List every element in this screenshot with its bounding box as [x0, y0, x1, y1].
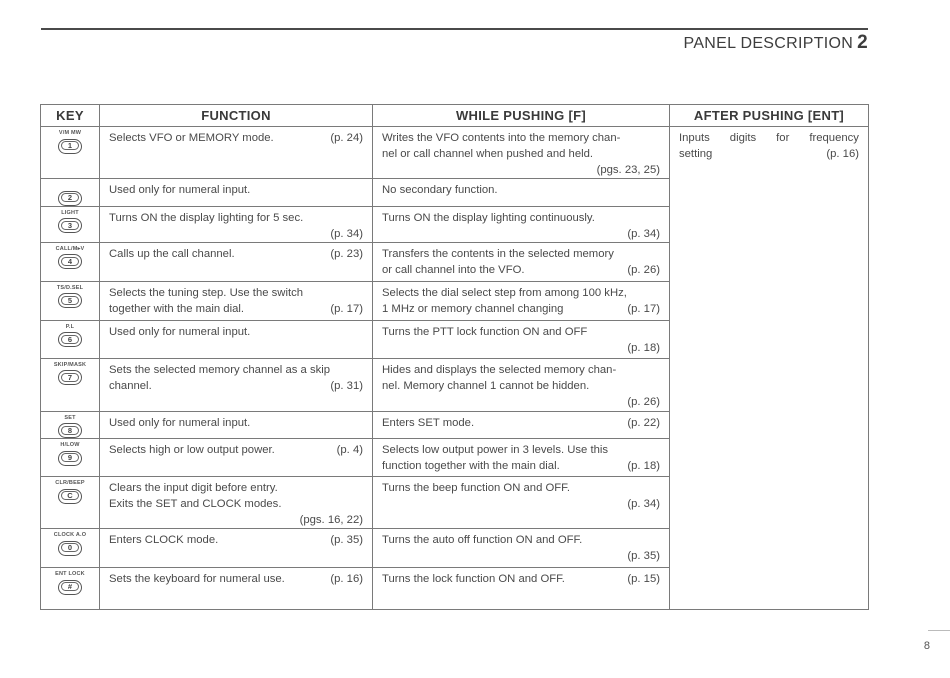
key-glyph: 6	[61, 335, 79, 344]
keypad-key-icon	[58, 254, 82, 269]
key-secondary-label: H/LOW	[60, 442, 80, 448]
while-f-text: Selects low output power in 3 levels. Use this	[382, 444, 609, 456]
while-pushing-f-cell	[373, 206, 670, 242]
key-glyph: #	[61, 582, 79, 591]
key-glyph: 4	[61, 257, 79, 266]
while-f-line	[382, 571, 660, 587]
section-title-text: PANEL DESCRIPTION	[683, 35, 854, 52]
key-cell	[41, 281, 100, 320]
key-glyph: C	[61, 491, 79, 500]
key-secondary-label: P.L	[65, 323, 75, 330]
key-function-table	[40, 104, 869, 610]
keypad-key-icon	[58, 451, 82, 466]
while-f-text: nel. Memory channel 1 cannot be hidden.	[382, 379, 590, 392]
keypad-key-icon	[58, 423, 82, 438]
function-line	[109, 182, 363, 198]
function-text: Selects VFO or MEMORY mode.	[109, 132, 274, 144]
while-f-text: 1 MHz or memory channel changing	[382, 302, 564, 315]
page-ref: (p. 34)	[627, 227, 660, 240]
key-secondary-label: TS/D.SEL	[56, 284, 84, 291]
header-function: FUNCTION	[100, 105, 373, 127]
page-ref: (p. 15)	[627, 573, 660, 585]
function-line: Sets the selected memory channel as a skip	[109, 363, 331, 376]
function-line: channel.	[109, 379, 152, 392]
key-secondary-label: CLR/BEEP	[55, 480, 85, 486]
header-while-pushing-f: WHILE PUSHING [F]	[373, 105, 670, 127]
key-glyph: 9	[61, 453, 79, 462]
while-f-text: Turns the beep function ON and OFF.	[382, 482, 570, 494]
while-f-text: Selects the dial select step from among 100 kHz,	[382, 286, 627, 299]
while-pushing-f-cell	[373, 439, 670, 477]
while-pushing-f-cell	[373, 477, 670, 529]
function-cell	[100, 358, 373, 411]
after-ent-line	[679, 146, 859, 162]
while-pushing-f-cell	[373, 568, 670, 610]
key-cell	[41, 477, 100, 529]
page-ref: (pgs. 16, 22)	[299, 514, 363, 526]
key-cell	[41, 568, 100, 610]
page-number: 8	[923, 640, 930, 652]
function-cell	[100, 439, 373, 477]
function-text: Sets the keyboard for numeral use.	[109, 573, 285, 585]
function-cell	[100, 568, 373, 610]
key-glyph: 5	[61, 296, 79, 305]
function-cell	[100, 206, 373, 242]
after-ent-line	[679, 130, 859, 146]
function-line	[109, 415, 363, 431]
function-line	[109, 532, 363, 548]
while-f-line	[382, 480, 660, 496]
after-ent-text: setting	[679, 148, 713, 160]
while-f-line	[382, 415, 660, 431]
key-secondary-label: SKIP/MASK	[53, 361, 87, 368]
key-cell	[41, 529, 100, 568]
page-ref: (p. 16)	[826, 148, 859, 160]
function-line: Selects the tuning step. Use the switch	[109, 286, 304, 299]
function-text: Used only for numeral input.	[109, 184, 251, 196]
page-ref: (p. 18)	[627, 460, 660, 472]
function-cell	[100, 242, 373, 281]
function-line	[109, 571, 363, 587]
function-text: Selects high or low output power.	[109, 444, 275, 456]
key-cell	[41, 411, 100, 439]
keypad-key-icon	[58, 580, 82, 595]
while-f-line	[382, 146, 660, 162]
header-key: KEY	[41, 105, 100, 127]
function-line: together with the main dial.	[109, 302, 245, 315]
function-text: Turns ON the display lighting for 5 sec.	[109, 211, 304, 224]
key-secondary-label: SET	[64, 414, 76, 421]
while-f-text: Hides and displays the selected memory chan-	[382, 363, 617, 376]
keypad-key-icon	[58, 139, 82, 154]
function-line	[109, 130, 363, 146]
key-secondary-label: V/M MW	[58, 130, 82, 136]
page-ref: (p. 22)	[627, 416, 660, 429]
function-text: Used only for numeral input.	[109, 325, 251, 338]
function-cell	[100, 281, 373, 320]
keypad-key-icon	[58, 332, 82, 347]
section-title	[684, 32, 868, 54]
key-cell	[41, 127, 100, 179]
top-rule	[41, 28, 868, 30]
keypad-key-icon	[58, 293, 82, 308]
function-line	[109, 246, 363, 262]
while-f-text: or call channel into the VFO.	[382, 263, 525, 276]
function-line: Clears the input digit before entry.	[109, 482, 278, 494]
while-pushing-f-cell	[373, 127, 670, 179]
while-f-text: nel or call channel when pushed and held.	[382, 148, 594, 160]
key-glyph: 1	[61, 141, 79, 150]
while-pushing-f-cell	[373, 281, 670, 320]
keypad-key-icon	[58, 191, 82, 206]
while-f-line	[382, 532, 660, 548]
while-pushing-f-cell	[373, 529, 670, 568]
after-ent-word: digits	[729, 132, 757, 144]
while-pushing-f-cell	[373, 179, 670, 207]
while-f-text: Writes the VFO contents into the memory chan-	[382, 132, 621, 144]
while-f-line	[382, 210, 660, 226]
key-glyph: 8	[61, 426, 79, 435]
page-ref: (p. 23)	[330, 247, 363, 260]
header-after-pushing-ent: AFTER PUSHING [ENT]	[670, 105, 869, 127]
while-f-line	[382, 442, 660, 458]
key-cell	[41, 320, 100, 358]
key-glyph: 0	[61, 543, 79, 552]
while-f-text: Turns ON the display lighting continuously.	[382, 211, 595, 224]
key-cell	[41, 242, 100, 281]
page-ref: (p. 17)	[330, 302, 363, 315]
function-text: Enters CLOCK mode.	[109, 534, 219, 546]
while-f-line	[382, 301, 660, 317]
while-f-line	[382, 285, 660, 301]
while-pushing-f-cell	[373, 411, 670, 439]
key-cell	[41, 358, 100, 411]
while-pushing-f-cell	[373, 320, 670, 358]
function-cell	[100, 179, 373, 207]
page-edge-mark	[928, 630, 950, 631]
while-f-text: Turns the auto off function ON and OFF.	[382, 534, 583, 546]
while-f-line	[382, 182, 660, 198]
table-row	[41, 127, 869, 179]
function-cell	[100, 477, 373, 529]
page-ref: (p. 18)	[627, 341, 660, 354]
function-cell	[100, 320, 373, 358]
while-f-text: Turns the lock function ON and OFF.	[382, 573, 565, 585]
while-pushing-f-cell	[373, 358, 670, 411]
key-cell	[41, 439, 100, 477]
page-ref: (p. 4)	[336, 444, 363, 456]
function-text: Calls up the call channel.	[109, 247, 235, 260]
chapter-number: 2	[857, 32, 868, 53]
while-f-text: No secondary function.	[382, 184, 498, 196]
while-f-line	[382, 130, 660, 146]
page-ref: (p. 34)	[627, 498, 660, 510]
page-ref: (p. 26)	[627, 395, 660, 408]
function-cell	[100, 529, 373, 568]
keypad-key-icon	[58, 489, 82, 504]
page-ref: (p. 35)	[627, 550, 660, 562]
while-f-line	[382, 262, 660, 278]
while-f-text: function together with the main dial.	[382, 460, 560, 472]
while-f-line	[382, 378, 660, 394]
while-pushing-f-cell	[373, 242, 670, 281]
page-ref: (p. 24)	[330, 132, 363, 144]
function-line	[109, 301, 363, 317]
key-secondary-label: ENT LOCK	[55, 571, 85, 577]
page-ref: (p. 16)	[330, 573, 363, 585]
keypad-key-icon	[58, 370, 82, 385]
while-f-text: Turns the PTT lock function ON and OFF	[382, 325, 588, 338]
function-line	[109, 442, 363, 458]
after-ent-word: for	[776, 132, 790, 144]
key-cell	[41, 179, 100, 207]
page-ref: (p. 35)	[330, 534, 363, 546]
after-pushing-ent-cell	[670, 127, 869, 610]
key-secondary-label: CALL/M▸V	[55, 245, 85, 252]
while-f-line	[382, 246, 660, 262]
after-ent-word: frequency	[809, 132, 859, 144]
key-secondary-label: CLOCK A.O	[53, 532, 87, 538]
page-ref: (p. 26)	[627, 263, 660, 276]
page-ref: (p. 34)	[330, 227, 363, 240]
function-line	[109, 378, 363, 394]
function-text: Used only for numeral input.	[109, 416, 251, 429]
function-cell	[100, 411, 373, 439]
keypad-key-icon	[58, 541, 82, 556]
key-cell	[41, 206, 100, 242]
table-header-row	[41, 105, 869, 127]
key-secondary-label	[41, 181, 99, 189]
while-f-line	[382, 458, 660, 474]
after-ent-word: Inputs	[679, 132, 710, 144]
function-line	[109, 324, 363, 340]
page-ref: (pgs. 23, 25)	[596, 164, 660, 176]
while-f-text: Enters SET mode.	[382, 416, 475, 429]
key-secondary-label: LIGHT	[61, 209, 79, 216]
function-line: Exits the SET and CLOCK modes.	[109, 498, 282, 510]
while-f-line	[382, 362, 660, 378]
while-f-text: Transfers the contents in the selected memory	[382, 247, 614, 260]
function-cell	[100, 127, 373, 179]
page-ref: (p. 31)	[330, 379, 363, 392]
while-f-line	[382, 324, 660, 340]
key-glyph: 2	[61, 193, 79, 202]
function-line	[109, 496, 363, 512]
key-glyph: 7	[61, 373, 79, 382]
page-ref: (p. 17)	[627, 302, 660, 315]
key-glyph: 3	[61, 221, 79, 230]
keypad-key-icon	[58, 218, 82, 233]
